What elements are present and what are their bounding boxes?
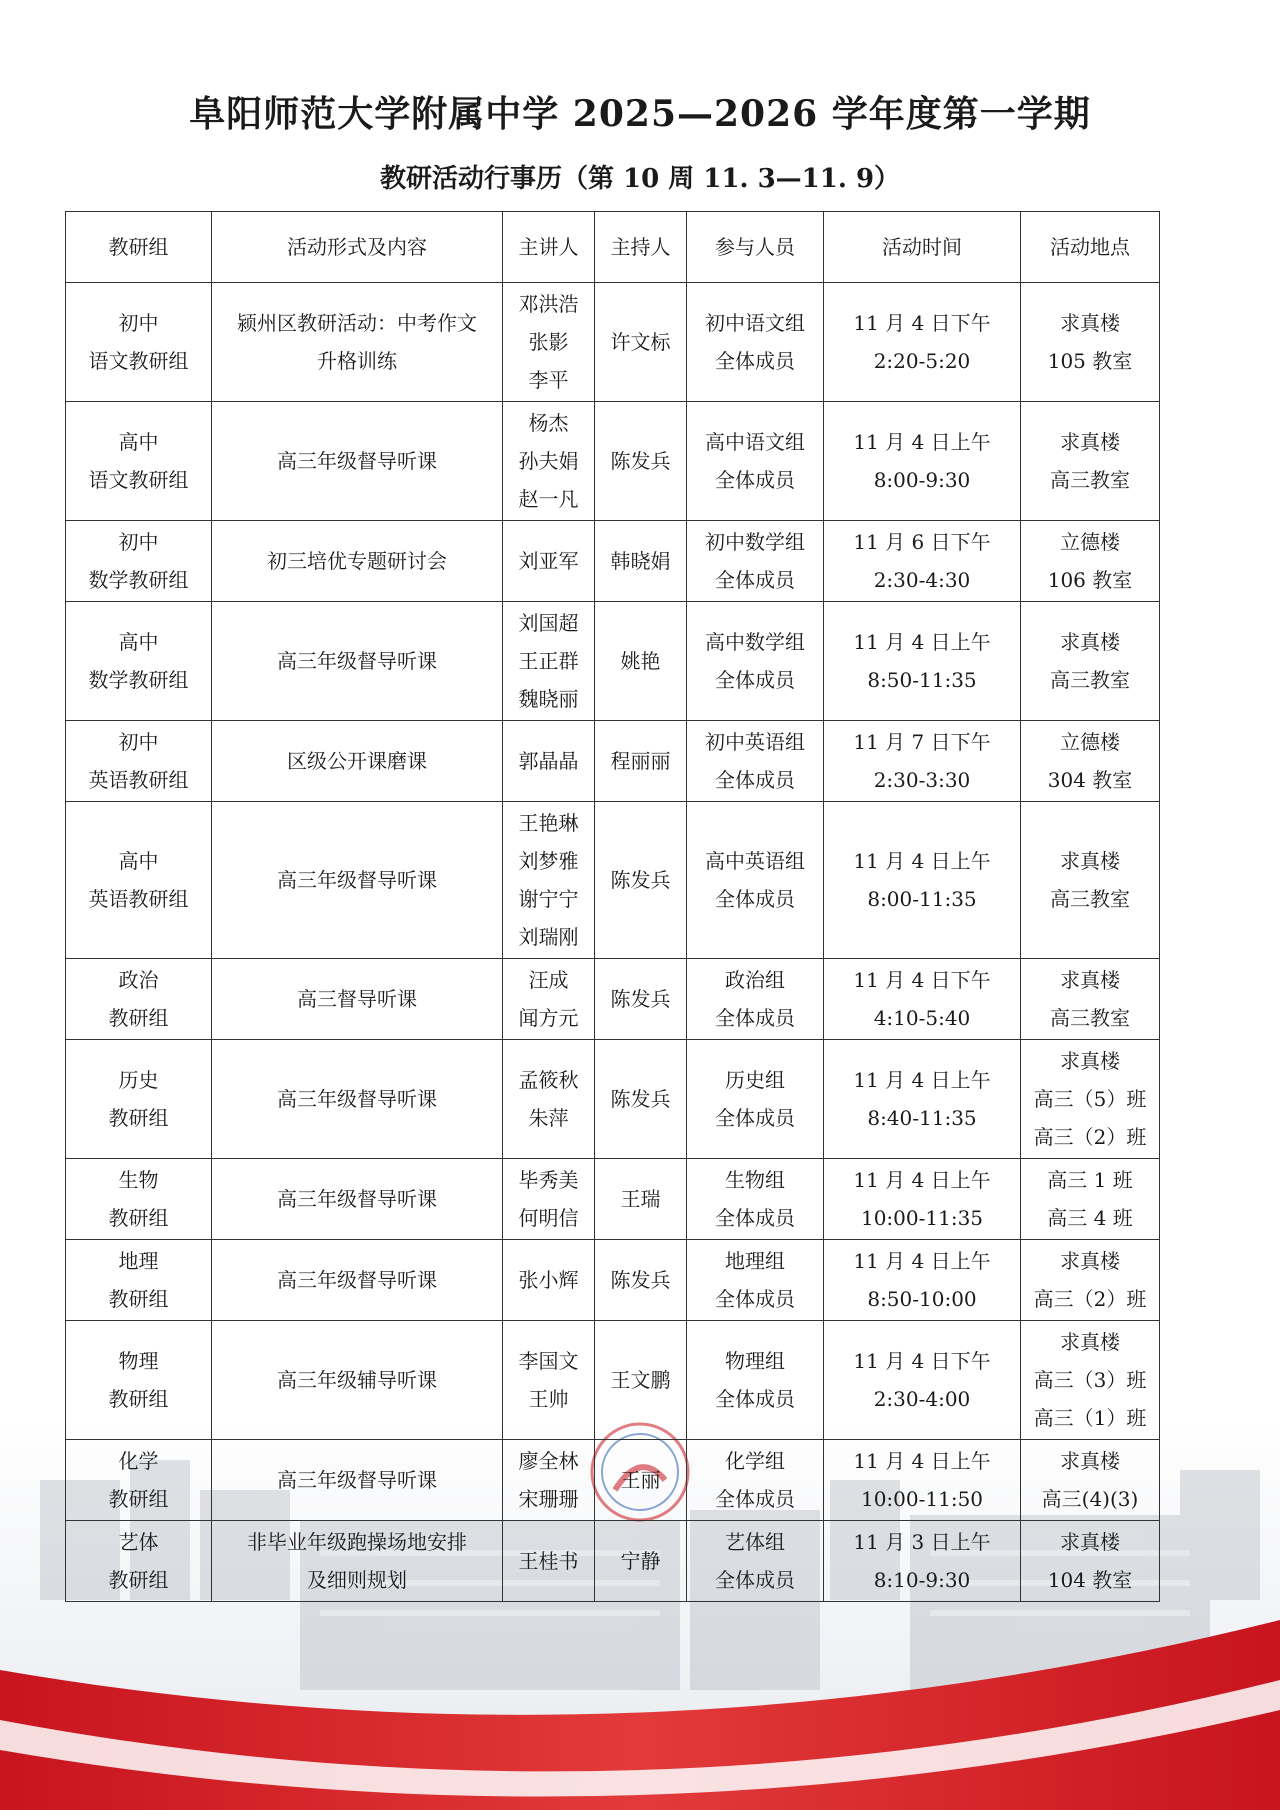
cell-content: 高三督导听课: [212, 959, 503, 1040]
cell-content: 高三年级督导听课: [212, 1440, 503, 1521]
table-row: [66, 1321, 1160, 1440]
cell-participants: 初中数学组 全体成员: [687, 521, 824, 602]
cell-place: 立德楼 304 教室: [1021, 721, 1160, 802]
cell-place: 求真楼 高三教室: [1021, 402, 1160, 521]
cell-place: 求真楼 高三教室: [1021, 602, 1160, 721]
cell-speaker: 张小辉: [503, 1240, 595, 1321]
table-row: [66, 959, 1160, 1040]
cell-host: 程丽丽: [595, 721, 687, 802]
column-header: 教研组: [66, 212, 212, 283]
cell-content: 颍州区教研活动：中考作文 升格训练: [212, 283, 503, 402]
column-header: 活动形式及内容: [212, 212, 503, 283]
cell-participants: 生物组 全体成员: [687, 1159, 824, 1240]
cell-host: 陈发兵: [595, 1240, 687, 1321]
cell-participants: 政治组 全体成员: [687, 959, 824, 1040]
cell-participants: 化学组 全体成员: [687, 1440, 824, 1521]
table-row: [66, 1521, 1160, 1602]
cell-time: 11 月 7 日下午 2:30-3:30: [824, 721, 1021, 802]
cell-place: 求真楼 104 教室: [1021, 1521, 1160, 1602]
cell-content: 高三年级督导听课: [212, 402, 503, 521]
table-row: [66, 1440, 1160, 1521]
cell-content: 高三年级督导听课: [212, 802, 503, 959]
cell-speaker: 毕秀美 何明信: [503, 1159, 595, 1240]
table-row: [66, 1240, 1160, 1321]
cell-group: 历史 教研组: [66, 1040, 212, 1159]
cell-participants: 物理组 全体成员: [687, 1321, 824, 1440]
column-header: 主持人: [595, 212, 687, 283]
cell-speaker: 廖全林 宋珊珊: [503, 1440, 595, 1521]
table-header-row: [66, 212, 1160, 283]
cell-time: 11 月 4 日下午 2:30-4:00: [824, 1321, 1021, 1440]
cell-place: 求真楼 高三（5）班 高三（2）班: [1021, 1040, 1160, 1159]
cell-place: 立德楼 106 教室: [1021, 521, 1160, 602]
cell-time: 11 月 4 日上午 8:50-10:00: [824, 1240, 1021, 1321]
cell-speaker: 邓洪浩 张影 李平: [503, 283, 595, 402]
cell-time: 11 月 4 日上午 8:50-11:35: [824, 602, 1021, 721]
cell-content: 高三年级督导听课: [212, 602, 503, 721]
column-header: 主讲人: [503, 212, 595, 283]
cell-place: 高三 1 班 高三 4 班: [1021, 1159, 1160, 1240]
cell-content: 非毕业年级跑操场地安排 及细则规划: [212, 1521, 503, 1602]
cell-time: 11 月 4 日下午 4:10-5:40: [824, 959, 1021, 1040]
page-title: 阜阳师范大学附属中学 2025—2026 学年度第一学期: [189, 93, 1091, 135]
cell-group: 生物 教研组: [66, 1159, 212, 1240]
cell-host: 宁静: [595, 1521, 687, 1602]
cell-place: 求真楼 高三（3）班 高三（1）班: [1021, 1321, 1160, 1440]
cell-host: 许文标: [595, 283, 687, 402]
cell-participants: 高中英语组 全体成员: [687, 802, 824, 959]
cell-host: 姚艳: [595, 602, 687, 721]
cell-time: 11 月 4 日上午 10:00-11:35: [824, 1159, 1021, 1240]
cell-place: 求真楼 高三(4)(3): [1021, 1440, 1160, 1521]
cell-time: 11 月 4 日下午 2:20-5:20: [824, 283, 1021, 402]
cell-participants: 高中数学组 全体成员: [687, 602, 824, 721]
cell-time: 11 月 3 日上午 8:10-9:30: [824, 1521, 1021, 1602]
cell-group: 初中 英语教研组: [66, 721, 212, 802]
cell-speaker: 王桂书: [503, 1521, 595, 1602]
cell-speaker: 郭晶晶: [503, 721, 595, 802]
cell-participants: 艺体组 全体成员: [687, 1521, 824, 1602]
cell-time: 11 月 4 日上午 10:00-11:50: [824, 1440, 1021, 1521]
column-header: 参与人员: [687, 212, 824, 283]
cell-group: 艺体 教研组: [66, 1521, 212, 1602]
cell-host: 陈发兵: [595, 802, 687, 959]
table-row: [66, 521, 1160, 602]
schedule-table: [65, 211, 1160, 1602]
cell-speaker: 刘亚军: [503, 521, 595, 602]
table-row: [66, 1159, 1160, 1240]
cell-content: 高三年级督导听课: [212, 1240, 503, 1321]
page-subtitle: 教研活动行事历（第 10 周 11. 3—11. 9）: [379, 164, 901, 194]
cell-participants: 地理组 全体成员: [687, 1240, 824, 1321]
cell-place: 求真楼 高三教室: [1021, 959, 1160, 1040]
cell-place: 求真楼 高三教室: [1021, 802, 1160, 959]
cell-group: 地理 教研组: [66, 1240, 212, 1321]
cell-speaker: 王艳琳 刘梦雅 谢宁宁 刘瑞刚: [503, 802, 595, 959]
cell-group: 政治 教研组: [66, 959, 212, 1040]
cell-time: 11 月 6 日下午 2:30-4:30: [824, 521, 1021, 602]
cell-group: 高中 英语教研组: [66, 802, 212, 959]
table-row: [66, 402, 1160, 521]
cell-content: 高三年级督导听课: [212, 1040, 503, 1159]
cell-host: 韩晓娟: [595, 521, 687, 602]
cell-time: 11 月 4 日上午 8:40-11:35: [824, 1040, 1021, 1159]
cell-time: 11 月 4 日上午 8:00-9:30: [824, 402, 1021, 521]
cell-host: 王丽: [595, 1440, 687, 1521]
column-header: 活动时间: [824, 212, 1021, 283]
cell-group: 初中 数学教研组: [66, 521, 212, 602]
cell-speaker: 汪成 闻方元: [503, 959, 595, 1040]
cell-participants: 初中语文组 全体成员: [687, 283, 824, 402]
cell-group: 高中 数学教研组: [66, 602, 212, 721]
cell-group: 高中 语文教研组: [66, 402, 212, 521]
cell-host: 陈发兵: [595, 402, 687, 521]
cell-speaker: 李国文 王帅: [503, 1321, 595, 1440]
cell-participants: 历史组 全体成员: [687, 1040, 824, 1159]
table-row: [66, 802, 1160, 959]
cell-place: 求真楼 高三（2）班: [1021, 1240, 1160, 1321]
cell-host: 王瑞: [595, 1159, 687, 1240]
cell-content: 高三年级辅导听课: [212, 1321, 503, 1440]
cell-speaker: 杨杰 孙夫娟 赵一凡: [503, 402, 595, 521]
table-row: [66, 721, 1160, 802]
table-row: [66, 1040, 1160, 1159]
cell-group: 初中 语文教研组: [66, 283, 212, 402]
cell-host: 陈发兵: [595, 1040, 687, 1159]
cell-group: 化学 教研组: [66, 1440, 212, 1521]
table-row: [66, 283, 1160, 402]
cell-time: 11 月 4 日上午 8:00-11:35: [824, 802, 1021, 959]
cell-speaker: 孟筱秋 朱萍: [503, 1040, 595, 1159]
cell-place: 求真楼 105 教室: [1021, 283, 1160, 402]
cell-participants: 高中语文组 全体成员: [687, 402, 824, 521]
cell-host: 王文鹏: [595, 1321, 687, 1440]
table-row: [66, 602, 1160, 721]
cell-content: 初三培优专题研讨会: [212, 521, 503, 602]
cell-host: 陈发兵: [595, 959, 687, 1040]
column-header: 活动地点: [1021, 212, 1160, 283]
cell-content: 区级公开课磨课: [212, 721, 503, 802]
cell-group: 物理 教研组: [66, 1321, 212, 1440]
cell-participants: 初中英语组 全体成员: [687, 721, 824, 802]
cell-speaker: 刘国超 王正群 魏晓丽: [503, 602, 595, 721]
cell-content: 高三年级督导听课: [212, 1159, 503, 1240]
